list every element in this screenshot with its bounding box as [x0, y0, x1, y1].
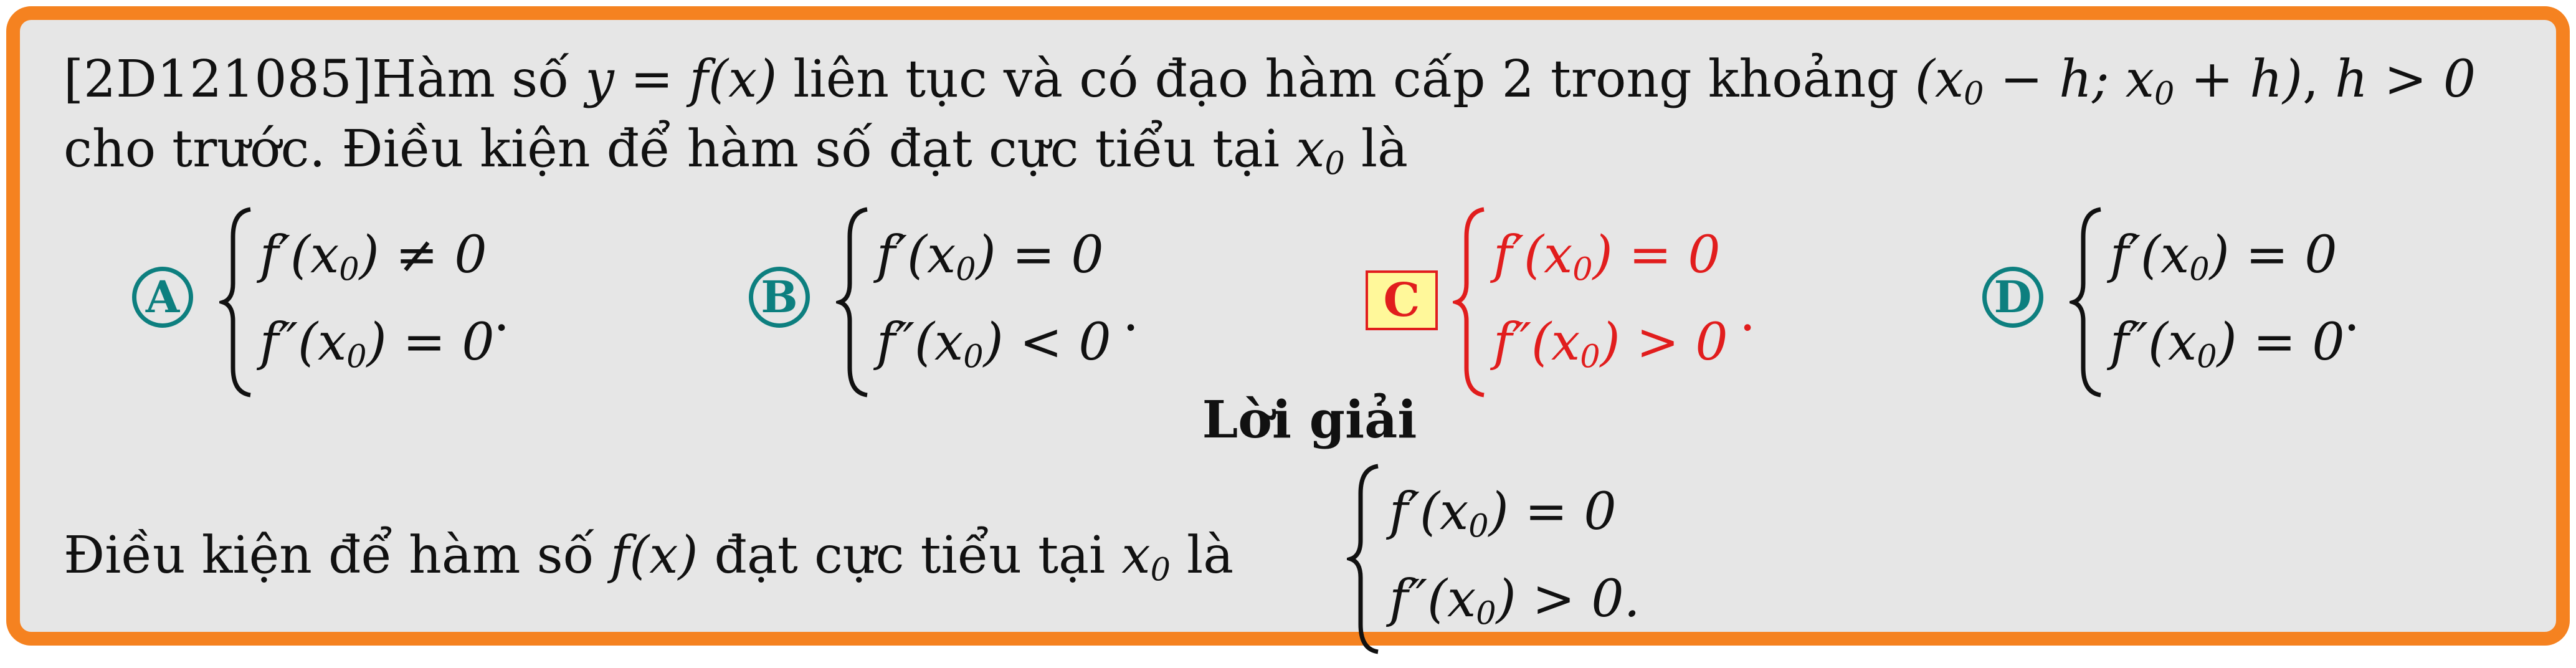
left-brace-icon — [1453, 206, 1490, 399]
option-c-line-2: $f''(x_0) > 0$ — [1493, 313, 1728, 375]
option-c-label[interactable]: C — [1366, 270, 1438, 330]
question-line2-end: là — [1344, 120, 1408, 179]
option-c-system — [1493, 212, 1728, 386]
math-x0: $x_0$ — [1296, 120, 1345, 182]
option-a-label[interactable]: A — [132, 267, 193, 328]
math-eq: = — [614, 50, 690, 109]
left-brace-icon — [2070, 206, 2107, 399]
question-stem-line-1 — [64, 45, 2555, 115]
question-content — [64, 45, 2555, 632]
left-brace-icon — [1347, 462, 1384, 656]
option-d-line-1: $f'(x_0) = 0$ — [2110, 226, 2337, 288]
math-fx: f(x) — [689, 50, 777, 109]
left-brace-icon — [836, 206, 873, 399]
solution-func: f(x) — [610, 526, 698, 585]
question-frame — [6, 6, 2570, 646]
option-c-line-1: $f'(x_0) = 0$ — [1493, 226, 1721, 288]
solution-text: Điều kiện để hàm số f(x) đạt cực tiểu tại $x_0$ là — [64, 526, 1234, 588]
option-b-system — [877, 212, 1111, 386]
solution-system — [1347, 456, 1845, 668]
option-b-dot: . — [1123, 284, 1139, 343]
option-b-line-1: $f'(x_0) = 0$ — [877, 226, 1104, 288]
left-brace-icon — [219, 206, 257, 399]
solution-var: $x_0$ — [1121, 526, 1171, 588]
option-a-line-1: $f'(x_0) \ne 0$ — [260, 226, 487, 288]
option-c-dot: . — [1739, 284, 1756, 343]
question-line2-text: cho trước. Điều kiện để hàm số đạt cực tiểu tại — [64, 120, 1296, 179]
math-interval: ($x_0 - h$; $x_0 + h$) — [1914, 50, 2303, 112]
question-id: [2D121085] — [64, 50, 372, 109]
option-d-dot: . — [2344, 284, 2360, 343]
question-stem-line-2 — [64, 115, 2555, 184]
solution-title: Lời giải — [1202, 390, 1417, 450]
solution-line-1: $f'(x_0) = 0$ — [1389, 482, 1617, 545]
math-h-condition: h > 0 — [2335, 50, 2476, 109]
question-text-3: , — [2303, 50, 2336, 109]
question-text-1: Hàm số — [371, 50, 586, 109]
answer-options — [64, 193, 2555, 405]
option-b-line-2: $f''(x_0) < 0$ — [877, 313, 1111, 375]
solution-line-2: $f''(x_0) > 0$. — [1389, 570, 1640, 632]
option-d-system — [2110, 212, 2345, 386]
option-a-system — [260, 212, 495, 386]
option-a-dot: . — [493, 284, 510, 343]
math-y: y — [585, 50, 614, 109]
option-a-line-2: $f''(x_0) = 0$ — [260, 313, 495, 375]
question-text-2: liên tục và có đạo hàm cấp 2 trong khoảng — [777, 50, 1915, 109]
solution-system-lines — [1389, 469, 1640, 643]
option-b-label[interactable]: B — [749, 267, 810, 328]
option-d-label[interactable]: D — [1982, 267, 2043, 328]
option-d-line-2: $f''(x_0) = 0$ — [2110, 313, 2345, 375]
